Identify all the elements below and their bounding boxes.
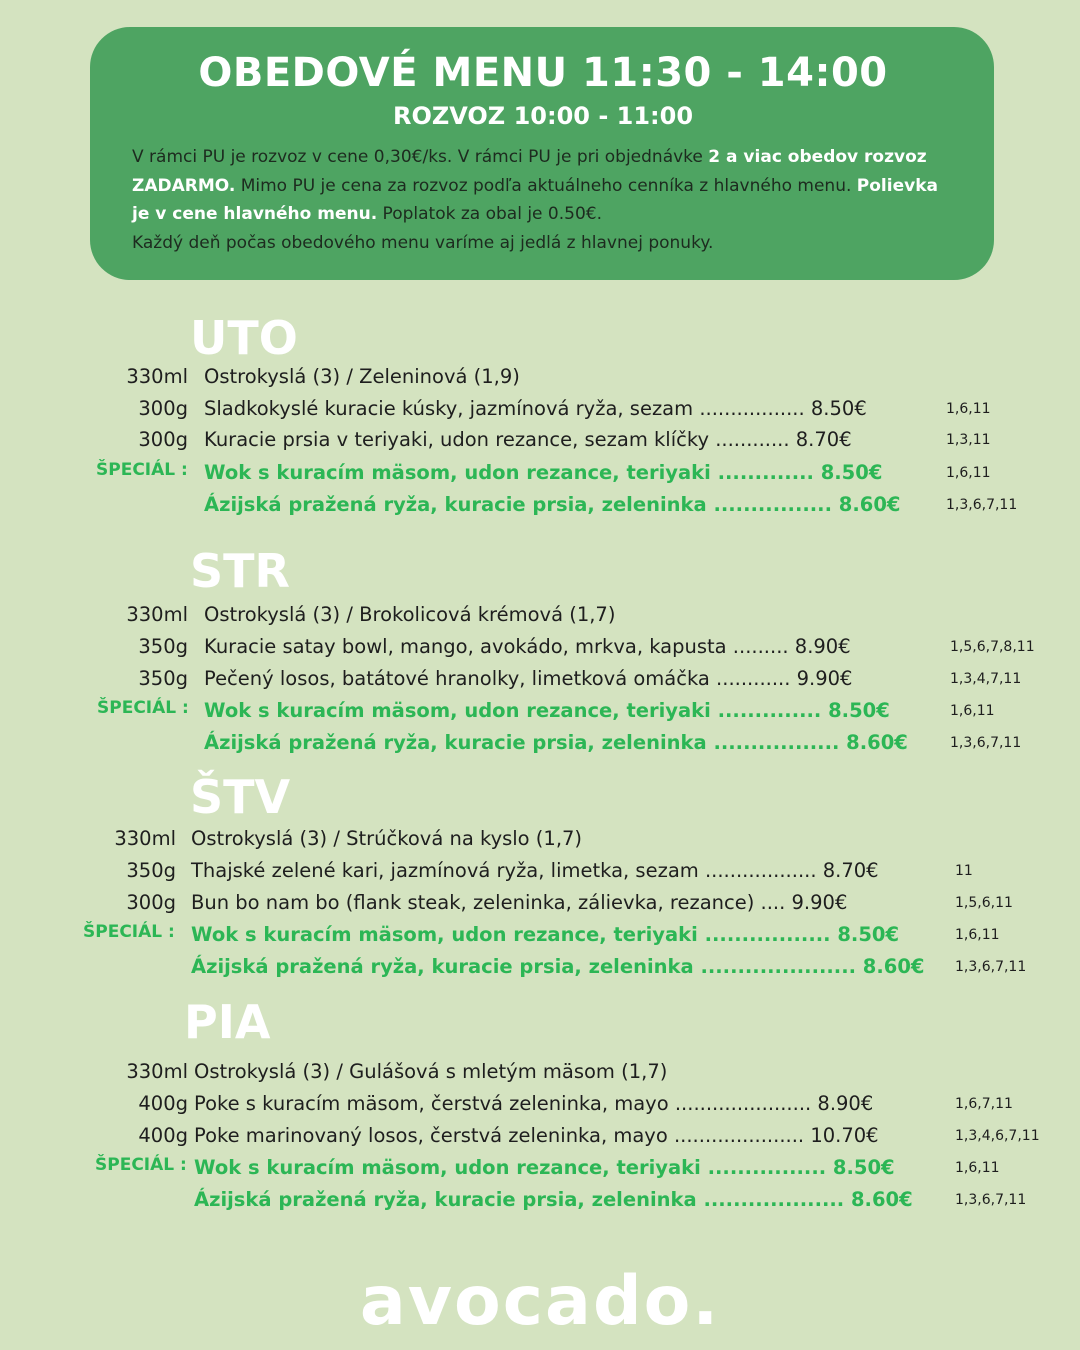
- item-weight: 400g: [138, 1092, 188, 1115]
- allergen-list: 1,6,11: [955, 1160, 1000, 1176]
- allergen-list: 11: [955, 863, 973, 879]
- allergen-list: 1,6,7,11: [955, 1096, 1013, 1112]
- special-dish: [191, 920, 899, 950]
- dish-text: Ázijská pražená ryža, kuracie prsia, zeleninka ................... 8.60€: [194, 1188, 913, 1211]
- dish-text: Bun bo nam bo (flank steak, zeleninka, zálievka, rezance) .... 9.90€: [191, 891, 848, 914]
- item-weight: 330ml: [114, 827, 176, 850]
- special-dish: [194, 1185, 913, 1215]
- allergen-list: 1,6,11: [950, 703, 995, 719]
- item-weight: 330ml: [126, 1060, 188, 1083]
- menu-dish: [191, 856, 879, 886]
- item-weight: 300g: [126, 891, 176, 914]
- dish-text: Ázijská pražená ryža, kuracie prsia, zeleninka ..................... 8.60€: [191, 955, 925, 978]
- dish-text: Ostrokyslá (3) / Strúčková na kyslo (1,7): [191, 827, 583, 850]
- dish-text: Pečený losos, batátové hranolky, limetková omáčka ............ 9.90€: [204, 667, 853, 690]
- allergen-list: 1,6,11: [946, 401, 991, 417]
- dish-text: Poke s kuracím mäsom, čerstvá zeleninka, mayo ...................... 8.90€: [194, 1092, 874, 1115]
- dish-text: Sladkokyslé kuracie kúsky, jazmínová ryža, sezam ................. 8.50€: [204, 397, 867, 420]
- dish-text: Wok s kuracím mäsom, udon rezance, teriyaki .............. 8.50€: [204, 699, 890, 722]
- menu-dish: [191, 824, 582, 854]
- menu-dish: [204, 600, 615, 630]
- dish-text: Ostrokyslá (3) / Zeleninová (1,9): [204, 365, 520, 388]
- info-text-2: Mimo PU je cena za rozvoz podľa aktuálneho cenníka z hlavného menu.: [235, 175, 857, 196]
- dish-text: Ázijská pražená ryža, kuracie prsia, zeleninka ................ 8.60€: [204, 493, 901, 516]
- dish-text: Thajské zelené kari, jazmínová ryža, limetka, sezam .................. 8.70€: [191, 859, 879, 882]
- special-label: ŠPECIÁL :: [97, 698, 189, 718]
- day-title-štv: ŠTV: [190, 770, 291, 824]
- allergen-list: 1,3,6,7,11: [946, 497, 1018, 513]
- info-text-4: Každý deň počas obedového menu varíme aj jedlá z hlavnej ponuky.: [132, 232, 714, 253]
- menu-dish: [191, 888, 847, 918]
- day-title-uto: UTO: [190, 311, 298, 365]
- dish-text: Kuracie prsia v teriyaki, udon rezance, sezam klíčky ............ 8.70€: [204, 428, 852, 451]
- allergen-list: 1,3,4,6,7,11: [955, 1128, 1040, 1144]
- item-weight: 330ml: [126, 603, 188, 626]
- menu-dish: [194, 1089, 873, 1119]
- allergen-list: 1,5,6,11: [955, 895, 1013, 911]
- menu-dish: [204, 632, 851, 662]
- menu-dish: [194, 1121, 879, 1151]
- item-weight: 400g: [138, 1124, 188, 1147]
- dish-text: Ostrokyslá (3) / Brokolicová krémová (1,7): [204, 603, 616, 626]
- allergen-list: 1,6,11: [946, 465, 991, 481]
- allergen-list: 1,6,11: [955, 927, 1000, 943]
- special-dish: [204, 458, 882, 488]
- menu-dish: [204, 664, 852, 694]
- special-label: ŠPECIÁL :: [83, 922, 175, 942]
- info-bold-2: Polievka je v cene hlavného menu.: [132, 175, 938, 224]
- item-weight: 350g: [126, 859, 176, 882]
- item-weight: 350g: [138, 667, 188, 690]
- menu-dish: [204, 425, 852, 455]
- special-dish: [204, 490, 900, 520]
- delivery-time: ROZVOZ 10:00 - 11:00: [392, 102, 694, 130]
- special-dish: [204, 728, 908, 758]
- allergen-list: 1,3,4,7,11: [950, 671, 1022, 687]
- avocado-logo: avocado.: [359, 1262, 721, 1341]
- allergen-list: 1,5,6,7,8,11: [950, 639, 1035, 655]
- day-title-pia: PIA: [184, 995, 271, 1049]
- special-dish: [204, 696, 890, 726]
- allergen-list: 1,3,11: [946, 432, 991, 448]
- menu-dish: [204, 394, 867, 424]
- item-weight: 300g: [138, 397, 188, 420]
- info-bold-1: 2 a viac obedov rozvoz ZADARMO.: [132, 147, 927, 196]
- dish-text: Wok s kuracím mäsom, udon rezance, teriyaki ............. 8.50€: [204, 461, 883, 484]
- header-box: [90, 27, 994, 280]
- day-title-str: STR: [190, 544, 290, 598]
- dish-text: Ostrokyslá (3) / Gulášová s mletým mäsom (1,7): [194, 1060, 668, 1083]
- delivery-info: [132, 143, 954, 257]
- menu-dish: [204, 362, 520, 392]
- info-text-1: V rámci PU je rozvoz v cene 0,30€/ks. V rámci PU je pri objednávke: [132, 147, 709, 167]
- item-weight: 350g: [138, 635, 188, 658]
- dish-text: Ázijská pražená ryža, kuracie prsia, zeleninka ................. 8.60€: [204, 731, 908, 754]
- dish-text: Wok s kuracím mäsom, udon rezance, teriyaki ................ 8.50€: [194, 1156, 895, 1179]
- dish-text: Kuracie satay bowl, mango, avokádo, mrkva, kapusta ......... 8.90€: [204, 635, 851, 658]
- special-label: ŠPECIÁL :: [96, 460, 188, 480]
- dish-text: Wok s kuracím mäsom, udon rezance, teriyaki ................. 8.50€: [191, 923, 900, 946]
- allergen-list: 1,3,6,7,11: [955, 1192, 1027, 1208]
- item-weight: 330ml: [126, 365, 188, 388]
- special-dish: [194, 1153, 895, 1183]
- allergen-list: 1,3,6,7,11: [950, 735, 1022, 751]
- menu-title: OBEDOVÉ MENU 11:30 - 14:00: [198, 50, 888, 96]
- special-dish: [191, 952, 925, 982]
- info-text-3: Poplatok za obal je 0.50€.: [377, 204, 602, 224]
- special-label: ŠPECIÁL :: [95, 1155, 187, 1175]
- dish-text: Poke marinovaný losos, čerstvá zeleninka, mayo ..................... 10.70€: [194, 1124, 879, 1147]
- menu-dish: [194, 1057, 667, 1087]
- item-weight: 300g: [138, 428, 188, 451]
- allergen-list: 1,3,6,7,11: [955, 959, 1027, 975]
